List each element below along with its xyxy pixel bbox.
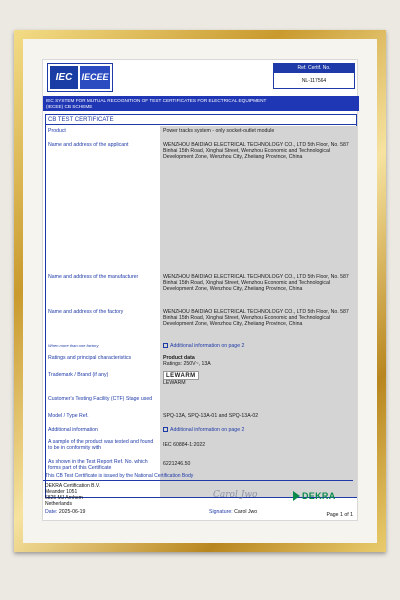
checkbox-icon [163,343,168,348]
gold-frame [14,30,386,552]
date-label: Date: [45,509,58,515]
ref-number: NL-117564 [301,78,327,84]
additional-label: Additional information [48,427,98,433]
issuer-country: Netherlands [45,501,72,507]
lewarm-logo: LEWARM [163,371,199,380]
ratings-title: Product data [163,355,195,361]
banner-line-1: IEC SYSTEM FOR MUTUAL RECOGNITION OF TEST CERTIFICATES FOR ELECTRICAL EQUIPMENT [46,98,267,103]
checkbox-icon [163,427,168,432]
certificate-body [45,114,357,498]
iecee-logo [47,63,113,92]
report-value: 6221246.50 [163,461,191,467]
applicant-label: Name and address of the applicant [48,142,129,148]
issued-statement: This CB Test Certificate is issued by the National Certification Body [45,473,194,479]
ctf-label: Customer's Testing Facility (CTF) Stage used [48,396,153,402]
date-value: 2025-06-19 [58,509,86,515]
signature-label: Signature: [209,509,233,515]
iecee-logo-text: IECEE [80,66,110,89]
report-label: As shown in the Test Report Ref. No. which forms part of this Certificate [48,459,148,471]
dekra-logo-text: DEKRA [302,491,336,501]
date-row [45,509,85,515]
page-number: Page 1 of 1 [326,512,353,518]
additional-info-link-2[interactable] [163,427,355,433]
manufacturer-value: WENZHOU BAIDIAO ELECTRICAL TECHNOLOGY CO., LTD 5th Floor, No. 587 Binhai 15th Road, Xinghai Street, Wenzhou Economic and Technological Development Zone, Wenzhou City, Zheiiang Province, China [163,274,349,292]
product-value: Power tracks system - only socket-outlet module [163,128,275,134]
banner-line-2: (IECEE) CB SCHEME [46,104,93,109]
scheme-banner [43,96,359,111]
trademark-label: Trademark / Brand (if any) [48,372,109,378]
model-value: SPQ-13A, SPQ-13A-01 and SPQ-13A-02 [163,413,259,419]
model-label: Model / Type Ref. [48,413,89,419]
certificate-header [43,60,359,95]
product-label: Product [48,128,66,134]
title-divider [46,124,356,125]
manufacturer-label: Name and address of the manufacturer [48,274,139,280]
frame-mat [23,39,377,543]
issuer-org: DEKRA Certification B.V. [45,483,101,489]
trademark-value-block [163,371,355,386]
iec-logo-text: IEC [50,66,78,89]
signature-value: Carol Jwo [234,509,258,515]
issuer-address [45,483,100,507]
sample-label: A sample of the product was tested and found to be in conformity with [48,439,154,451]
ratings-value: Ratings: 250V~, 13A [163,361,211,367]
issuer-street: Meander 1051 [45,489,78,495]
additional-info-2-text: Additional information on page 2 [170,427,245,433]
additional-info-link-1[interactable] [163,343,355,349]
certificate-title: CB TEST CERTIFICATE [48,117,114,123]
dekra-logo [293,491,336,501]
factory-label: Name and address of the factory [48,309,124,315]
ref-label: Ref. Certif. No. [274,64,354,73]
signature-row [209,509,257,515]
dekra-mark-icon [293,491,300,501]
sample-value: IEC 60884-1:2022 [163,442,206,448]
ratings-label: Ratings and principal characteristics [48,355,132,361]
ref-certificate-box [273,63,355,89]
ratings-value-block [163,355,355,367]
brand-text: LEWARM [163,380,186,386]
certificate-page [42,59,358,521]
more-factory-label: When more than one factory [48,343,99,348]
handwritten-signature: Carol Jwo [213,490,258,500]
footer-divider [43,480,353,481]
applicant-value: WENZHOU BAIDIAO ELECTRICAL TECHNOLOGY CO., LTD 5th Floor, No. 587 Binhai 15th Road, Xinghai Street, Wenzhou Economic and Technological Development Zone, Wenzhou City, Zheiiang Province, China [163,142,349,160]
additional-info-1-text: Additional information on page 2 [170,343,245,349]
issuer-city: 6825 MJ Arnhem [45,495,83,501]
factory-value: WENZHOU BAIDIAO ELECTRICAL TECHNOLOGY CO., LTD 5th Floor, No. 587 Binhai 15th Road, Xinghai Street, Wenzhou Economic and Technological Development Zone, Wenzhou City, Zheiiang Province, China [163,309,349,327]
